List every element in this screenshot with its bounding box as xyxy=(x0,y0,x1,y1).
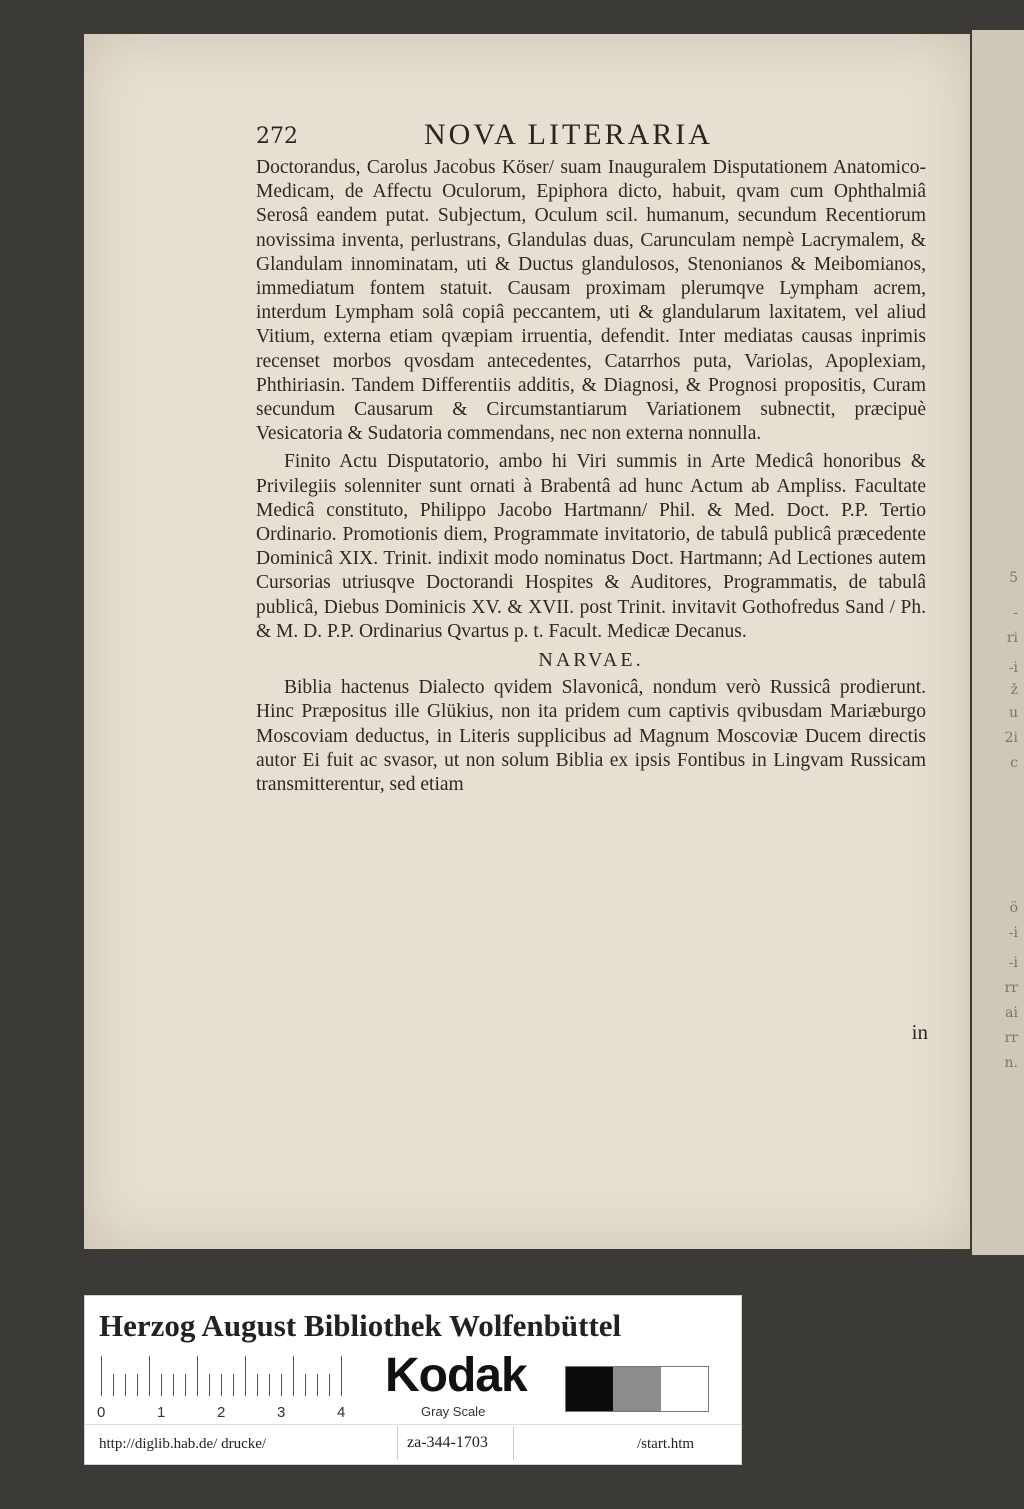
library-title: Herzog August Bibliothek Wolfenbüttel xyxy=(99,1308,622,1343)
side-fragment: 2i xyxy=(1004,730,1018,746)
ruler-tick xyxy=(125,1374,126,1396)
catchword: in xyxy=(911,1020,928,1044)
ruler-label: 3 xyxy=(277,1404,286,1421)
ruler-tick xyxy=(329,1374,330,1396)
ruler-tick xyxy=(221,1374,222,1396)
swatch-gray xyxy=(613,1367,660,1411)
ruler-tick xyxy=(281,1374,282,1396)
running-title: NOVA LITERARIA xyxy=(424,118,713,151)
ruler-tick xyxy=(197,1356,198,1396)
gray-scale-label: Gray Scale xyxy=(421,1404,486,1419)
ruler-tick xyxy=(245,1356,246,1396)
side-fragment: ž xyxy=(1010,682,1018,698)
side-fragment: ö xyxy=(1009,900,1018,916)
side-fragment: rr xyxy=(1004,980,1018,996)
divider-line xyxy=(397,1426,398,1460)
ruler-label: 2 xyxy=(217,1404,226,1421)
ruler-tick xyxy=(293,1356,294,1396)
page-number: 272 xyxy=(256,124,298,149)
side-fragment: 5 xyxy=(1009,570,1018,586)
body-text xyxy=(256,156,926,797)
ruler-tick xyxy=(149,1356,150,1396)
source-url: http://diglib.hab.de/ drucke/ xyxy=(99,1436,267,1452)
ruler-tick xyxy=(185,1374,186,1396)
ruler-label: 0 xyxy=(97,1404,106,1421)
ruler-label: 1 xyxy=(157,1404,166,1421)
side-fragment: rr xyxy=(1004,1030,1018,1046)
ruler-tick xyxy=(305,1374,306,1396)
ruler-tick xyxy=(173,1374,174,1396)
adjacent-page-edge xyxy=(972,30,1024,1255)
side-fragment: c xyxy=(1010,755,1018,771)
paragraph: Finito Actu Disputatorio, ambo hi Viri summis in Arte Medicâ honoribus & Privilegiis solenniter sunt ornati à Brabentâ ad hunc Actum ab Ampliss. Facultate Medicâ constituto, Philippo Jacobo Hartmann/ Phil. & Med. Doct. P.P. Tertio Ordinario. Promotionis diem, Programmate invitatorio, de tabulâ publicâ præcedente Dominicâ XIX. Trinit. indixit modo nominatus Doct. Hartmann; Ad Lectiones autem Cursorias utriusqve Doctorandi Hospites & Auditores, Programmatis, de tabulâ publicâ, Diebus Dominicis XV. & XVII. post Trinit. invitavit Gothofredus Sand / Ph. & M. D. P.P. Ordinarius Qvartus p. t. Facult. Medicæ Decanus. xyxy=(256,451,926,642)
ruler-tick xyxy=(101,1356,102,1396)
card-divider xyxy=(85,1424,741,1425)
color-target-card xyxy=(84,1295,742,1465)
ruler-tick xyxy=(113,1374,114,1396)
start-url: /start.htm xyxy=(637,1436,695,1452)
swatch-white xyxy=(661,1367,708,1411)
page-header xyxy=(256,118,956,154)
kodak-logo: Kodak xyxy=(385,1349,527,1402)
ruler-label: 4 xyxy=(337,1404,346,1421)
shelfmark: za-344-1703 xyxy=(407,1434,488,1451)
side-fragment: -i xyxy=(1008,925,1018,941)
ruler-tick xyxy=(269,1374,270,1396)
side-fragment: ri xyxy=(1006,630,1018,646)
ruler-tick xyxy=(137,1374,138,1396)
side-fragment: -i xyxy=(1008,955,1018,971)
ruler-tick xyxy=(233,1374,234,1396)
side-fragment: - xyxy=(1013,605,1018,621)
ruler-tick xyxy=(317,1374,318,1396)
divider-line xyxy=(513,1426,514,1460)
gray-scale-swatches xyxy=(565,1366,709,1412)
swatch-black xyxy=(566,1367,613,1411)
side-fragment: -i xyxy=(1008,660,1018,676)
ruler-tick xyxy=(341,1356,342,1396)
ruler-tick xyxy=(161,1374,162,1396)
section-heading: NARVAE. xyxy=(538,649,644,672)
side-fragment: n. xyxy=(1004,1055,1018,1071)
paragraph: Doctorandus, Carolus Jacobus Köser/ suam Inauguralem Disputationem Anatomico-Medicam, de Affectu Oculorum, Epiphora dicto, habuit, qvam cum Ophthalmiâ Serosâ eandem putat. Subjectum, Oculum scil. humanum, secundum Recentiorum novissima inventa, perlustrans, Glandulas duas, Carunculam nempè Lacrymalem, & Glandulam innominatam, uti & Ductus glandulosos, Stenonianos & Meibomianos, immediatum fontem statuit. Causam proximam plerumqve Lympham acrem, interdum Lympham solâ copiâ peccantem, uti & glandularum laxitatem, vel aliud Vitium, externa etiam qvæpiam irruentia, defendit. Inter mediatas causas inprimis recenset morbos qvosdam antecedentes, Catarrhos puta, Variolas, Apoplexiam, Phthiriasin. Tandem Differentiis additis, & Diagnosi, & Prognosi propositis, Curam secundum Causarum & Circumstantiarum Variationem subnectit, præcipuè Vesicatoria & Sudatoria commendans, nec non externa nonnulla. xyxy=(256,157,926,445)
side-fragment: u xyxy=(1008,705,1018,721)
paragraph: Biblia hactenus Dialecto qvidem Slavonicâ, nondum verò Russicâ prodierunt. Hinc Præpositus ille Glükius, non ita pridem cum captivis qvibusdam Mariæburgo Moscoviam deductus, in Literis supplicibus ad Magnum Moscoviæ Ducem directis autor Ei fuit ac svasor, ut non solum Biblia ex ipsis Fontibus in Lingvam Russicam transmitterentur, sed etiam xyxy=(256,677,926,796)
ruler-tick xyxy=(209,1374,210,1396)
side-fragment: ai xyxy=(1005,1005,1018,1021)
ruler xyxy=(101,1356,351,1396)
ruler-tick xyxy=(257,1374,258,1396)
